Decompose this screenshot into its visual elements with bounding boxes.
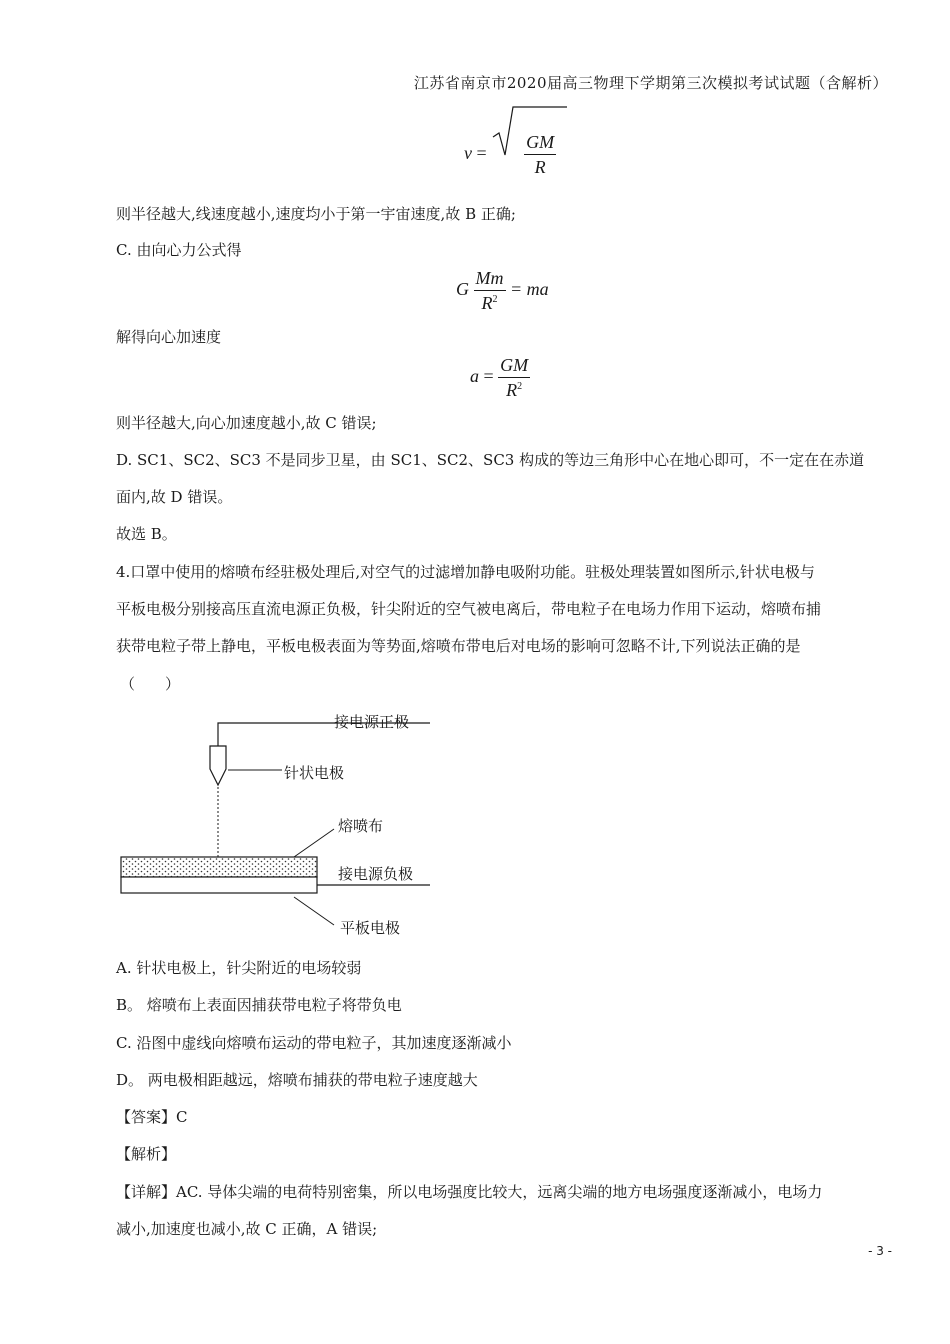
den-exponent: 2 <box>492 294 498 305</box>
detail-text: 减小,加速度也减小,故 C 正确，A 错误; <box>116 1220 378 1238</box>
question-4-text: 平板电极分别接高压直流电源正负极，针尖附近的空气被电离后，带电粒子在电场力作用下运动，熔喷布捕 <box>116 600 822 618</box>
option-c: C. 沿图中虚线向熔喷布运动的带电粒子，其加速度逐渐减小 <box>116 1034 512 1052</box>
label-positive-terminal: 接电源正极 <box>334 713 410 731</box>
den-var: R <box>506 380 518 400</box>
plate-leader-line <box>294 897 334 925</box>
page-header: 江苏省南京市2020届高三物理下学期第三次模拟考试试题（含解析） <box>413 74 888 92</box>
eq-var-a: a <box>470 366 479 387</box>
flat-plate-electrode-shape <box>121 877 317 893</box>
equation-acceleration <box>470 355 530 401</box>
meltblown-cloth-shape <box>121 857 317 877</box>
label-flat-plate-electrode: 平板电极 <box>340 919 401 937</box>
detail-text: 【详解】AC. 导体尖端的电荷特别密集，所以电场强度比较大，远离尖端的地方电场强度逐渐减小，电场力 <box>116 1183 823 1201</box>
cloth-leader-line <box>294 829 334 857</box>
text-line: 则半径越大,线速度越小,速度均小于第一宇宙速度,故 B 正确; <box>116 205 516 223</box>
text-line: D. SC1、SC2、SC3 不是同步卫星，由 SC1、SC2、SC3 构成的等边三角形中心在地心即可，不一定在在赤道 <box>116 451 865 469</box>
frac-denominator: R <box>534 157 546 177</box>
frac-denominator <box>482 291 498 314</box>
option-b: B。 熔喷布上表面因捕获带电粒子将带负电 <box>116 996 402 1014</box>
frac-numerator: GM <box>524 132 556 155</box>
equation-velocity <box>464 132 565 178</box>
text-line: 解得向心加速度 <box>116 328 222 346</box>
eq-rhs: = ma <box>510 279 549 300</box>
question-4-text: 4.口罩中使用的熔喷布经驻极处理后,对空气的过滤增加静电吸附功能。驻极处理装置如图所示,针状电极与 <box>116 563 815 581</box>
answer-blank: （ ） <box>120 675 181 693</box>
eq-var-v: v <box>464 143 472 164</box>
apparatus-figure <box>110 705 440 950</box>
radical-icon <box>491 105 569 159</box>
option-a: A. 针状电极上，针尖附近的电场较弱 <box>116 959 362 977</box>
equation-centripetal-force <box>456 268 549 314</box>
text-line: C. 由向心力公式得 <box>116 241 242 259</box>
frac-denominator <box>506 378 522 401</box>
sqrt-symbol <box>491 132 565 178</box>
frac-numerator: GM <box>498 355 530 378</box>
analysis-heading: 【解析】 <box>116 1145 177 1163</box>
den-exponent: 2 <box>517 381 523 392</box>
label-meltblown-cloth: 熔喷布 <box>338 817 384 835</box>
question-4-text: 获带电粒子带上静电，平板电极表面为等势面,熔喷布带电后对电场的影响可忽略不计,下列说法正确的是 <box>116 637 801 655</box>
eq-equals: = <box>476 143 487 164</box>
option-d: D。 两电极相距越远，熔喷布捕获的带电粒子速度越大 <box>116 1071 478 1089</box>
label-needle-electrode: 针状电极 <box>284 764 345 782</box>
force-fraction <box>474 268 506 314</box>
accel-fraction <box>498 355 530 401</box>
text-line: 则半径越大,向心加速度越小,故 C 错误; <box>116 414 377 432</box>
eq-equals: = <box>483 366 494 387</box>
label-negative-terminal: 接电源负极 <box>338 865 414 883</box>
text-line: 面内,故 D 错误。 <box>116 488 233 506</box>
needle-electrode-shape <box>210 746 226 785</box>
page-number: - 3 - <box>868 1244 892 1258</box>
eq-var-g: G <box>456 279 469 300</box>
frac-numerator: Mm <box>474 268 506 291</box>
den-var: R <box>481 293 493 313</box>
text-line: 故选 B。 <box>116 525 177 543</box>
answer-line: 【答案】C <box>116 1108 188 1126</box>
